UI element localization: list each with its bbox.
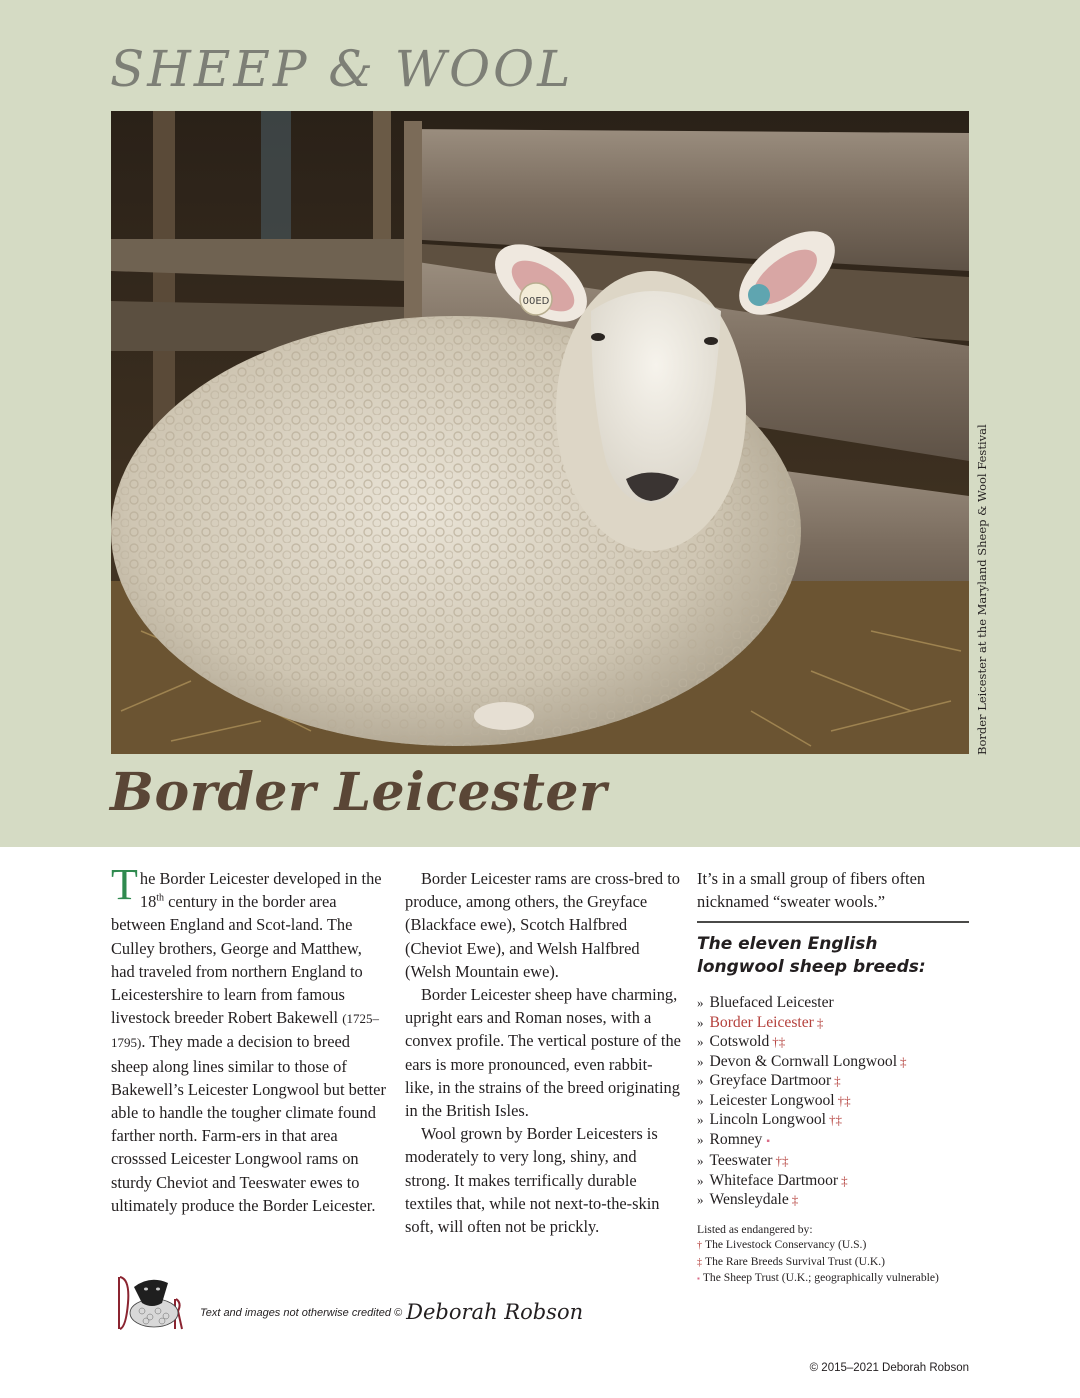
- author-name: Deborah Robson: [406, 1300, 584, 1324]
- list-item: » Romney ▪: [697, 1130, 770, 1148]
- paragraph: Border Leicester rams are cross-bred to produce, among others, the Greyface (Blackface ewe), Scotch Halfbred (Cheviot Ewe), and Welsh Halfbred (Welsh Mountain ewe).: [405, 869, 680, 981]
- list-item: » Cotswold †‡: [697, 1033, 786, 1051]
- breed-title: Border Leicester: [110, 762, 607, 823]
- paragraph: Border Leicester sheep have charming, upright ears and Roman noses, with a convex profile. The vertical posture of the ears is more pronounced, even rabbit-like, in the strains of the breed originating in the British Isles.: [405, 985, 681, 1121]
- divider: [697, 921, 969, 923]
- paragraph: The Border Leicester developed in the 18th century in the border area between England and Scot-land. The Culley brothers, George and Matthew, had traveled from northern England to Leicestershire to learn from famous livestock breeder Robert Bakewell (1725–1795). They made a decision to breed sheep along lines similar to those of Bakewell’s Leicester Longwool but better able to handle the tougher climate found farther north. Farm-ers in that area crosssed Leicester Longwool rams on sturdy Cheviot and Teeswater ewes to ultimately produce the Border Leicester.: [111, 860, 386, 1215]
- svg-text:00ED: 00ED: [522, 296, 550, 307]
- copyright: © 2015–2021 Deborah Robson: [809, 1362, 969, 1374]
- endangered-legend: [697, 1222, 969, 1287]
- list-item: » Bluefaced Leicester: [697, 994, 834, 1012]
- list-item: » Lincoln Longwool †‡: [697, 1111, 843, 1129]
- paragraph: It’s in a small group of fibers often nicknamed “sweater wools.”: [697, 869, 926, 912]
- article-column-2: [405, 867, 681, 1238]
- legend-item: ▪ The Sheep Trust (U.K.; geographically vulnerable): [697, 1271, 939, 1285]
- list-item: » Border Leicester ‡: [697, 1013, 824, 1031]
- photo-credit: Border Leicester at the Maryland Sheep & Wool Festival: [975, 424, 989, 755]
- breed-list: [697, 993, 969, 1210]
- list-item: » Leicester Longwool †‡: [697, 1091, 851, 1109]
- list-item: » Teeswater †‡: [697, 1152, 789, 1170]
- list-item: » Whiteface Dartmoor ‡: [697, 1171, 848, 1189]
- sheep-logo-icon: [112, 1269, 184, 1331]
- article-column-1: [111, 860, 387, 1217]
- sheep-photo: [111, 111, 969, 754]
- sheep-photo-illustration: [111, 111, 969, 754]
- legend-item: † The Livestock Conservancy (U.S.): [697, 1238, 867, 1252]
- list-item: » Greyface Dartmoor ‡: [697, 1072, 841, 1090]
- footer-credit: Text and images not otherwise credited © Deborah Robson: [200, 1300, 584, 1324]
- paragraph: Wool grown by Border Leicesters is moderately to very long, shiny, and strong. It makes terrifically durable textiles that, while not next-to-the-skin soft, will often not be prickly.: [405, 1124, 660, 1237]
- legend-title: Listed as endangered by:: [697, 1222, 813, 1236]
- breed-list-heading: The eleven English longwool sheep breeds:: [697, 934, 926, 978]
- legend-item: ‡ The Rare Breeds Survival Trust (U.K.): [697, 1254, 886, 1268]
- drop-cap: T: [111, 860, 138, 909]
- section-title: SHEEP & WOOL: [110, 40, 574, 98]
- list-item: » Devon & Cornwall Longwool ‡: [697, 1052, 907, 1070]
- sidebar-column: [697, 867, 969, 1287]
- list-item: » Wensleydale ‡: [697, 1191, 799, 1209]
- ear-button-tag: [748, 284, 770, 306]
